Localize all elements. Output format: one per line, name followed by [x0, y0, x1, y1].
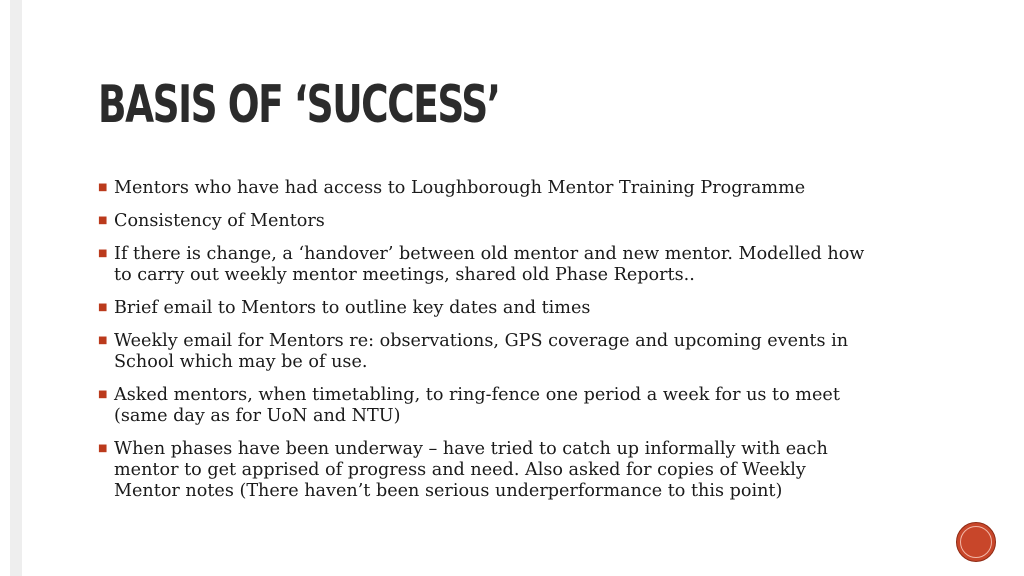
bullet-item — [98, 298, 938, 319]
bullet-line: If there is change, a ‘handover’ between old mentor and new mentor. Modelled how — [114, 244, 865, 264]
bullet-line: Mentor notes (There haven’t been serious underperformance to this point) — [114, 481, 783, 501]
square-bullet-icon: ■ — [98, 182, 108, 193]
left-accent-bar — [10, 0, 22, 576]
slide-number-badge — [956, 522, 996, 562]
bullet-line: Consistency of Mentors — [114, 211, 325, 231]
bullet-line: Mentors who have had access to Loughborough Mentor Training Programme — [114, 178, 806, 198]
slide-title: BASIS OF ‘SUCCESS’ — [98, 75, 500, 135]
bullet-item — [98, 331, 938, 373]
bullet-item — [98, 385, 938, 427]
square-bullet-icon: ■ — [98, 443, 108, 454]
bullet-line: Brief email to Mentors to outline key dates and times — [114, 298, 591, 318]
bullet-line: mentor to get apprised of progress and need. Also asked for copies of Weekly — [114, 460, 806, 480]
square-bullet-icon: ■ — [98, 248, 108, 259]
square-bullet-icon: ■ — [98, 335, 108, 346]
bullet-line: (same day as for UoN and NTU) — [114, 406, 401, 426]
bullet-item — [98, 439, 938, 502]
bullet-line: to carry out weekly mentor meetings, shared old Phase Reports.. — [114, 265, 695, 285]
bullet-line: When phases have been underway – have tried to catch up informally with each — [114, 439, 828, 459]
square-bullet-icon: ■ — [98, 389, 108, 400]
bullet-list — [98, 178, 938, 514]
bullet-line: Asked mentors, when timetabling, to ring-fence one period a week for us to meet — [114, 385, 840, 405]
bullet-line: School which may be of use. — [114, 352, 368, 372]
square-bullet-icon: ■ — [98, 215, 108, 226]
square-bullet-icon: ■ — [98, 302, 108, 313]
bullet-item — [98, 211, 938, 232]
bullet-item — [98, 244, 938, 286]
slide-number-ring — [960, 526, 992, 558]
bullet-item — [98, 178, 938, 199]
bullet-line: Weekly email for Mentors re: observations, GPS coverage and upcoming events in — [114, 331, 849, 351]
